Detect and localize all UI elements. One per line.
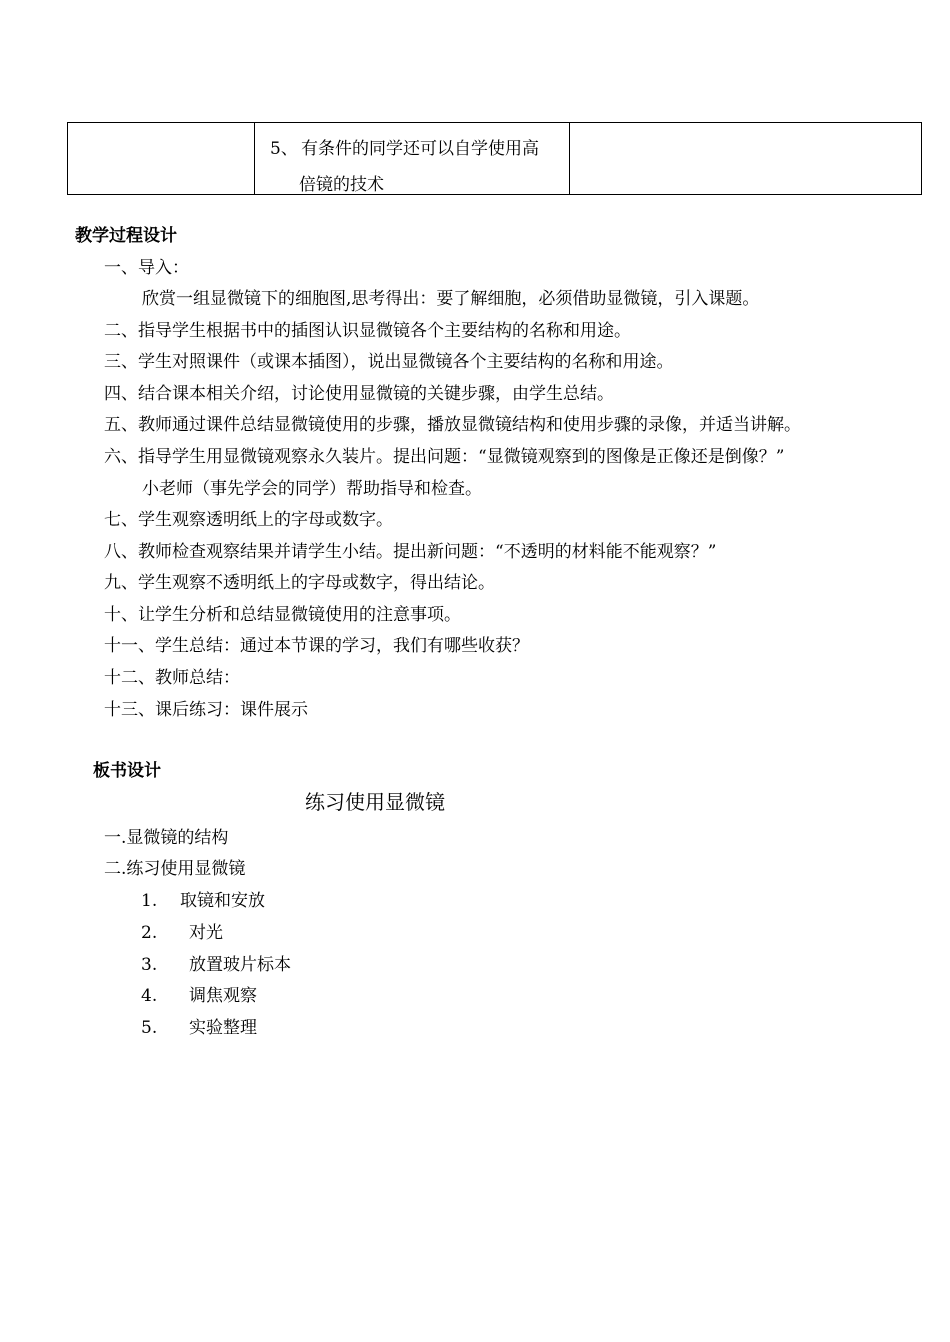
process-heading: 教学过程设计: [75, 226, 177, 246]
board-section: 一.显微镜的结构: [104, 828, 229, 848]
table-divider-2: [569, 123, 570, 194]
process-item: 一、导入：: [104, 258, 189, 278]
board-step-text: 对光: [189, 923, 223, 943]
process-item: 九、学生观察不透明纸上的字母或数字，得出结论。: [104, 573, 495, 593]
process-item: 五、教师通过课件总结显微镜使用的步骤，播放显微镜结构和使用步骤的录像，并适当讲解。: [104, 415, 801, 435]
board-step-text: 实验整理: [189, 1018, 257, 1038]
board-step-text: 调焦观察: [189, 986, 257, 1006]
process-item: 欣赏一组显微镜下的细胞图,思考得出：要了解细胞，必须借助显微镜，引入课题。: [142, 289, 760, 309]
board-heading: 板书设计: [93, 761, 161, 781]
process-item: 十、让学生分析和总结显微镜使用的注意事项。: [104, 605, 461, 625]
board-step-number: 3.: [141, 955, 158, 975]
table-divider-1: [254, 123, 255, 194]
board-step-text: 取镜和安放: [180, 891, 265, 911]
process-item: 八、教师检查观察结果并请学生小结。提出新问题：“不透明的材料能不能观察？”: [104, 542, 717, 562]
process-item: 小老师（事先学会的同学）帮助指导和检查。: [142, 479, 482, 499]
board-step-number: 4.: [141, 986, 158, 1006]
process-item: 二、指导学生根据书中的插图认识显微镜各个主要结构的名称和用途。: [104, 321, 631, 341]
board-step-text: 放置玻片标本: [189, 955, 291, 975]
board-title: 练习使用显微镜: [305, 790, 445, 814]
process-item: 十二、教师总结：: [104, 668, 240, 688]
process-item: 七、学生观察透明纸上的字母或数字。: [104, 510, 393, 530]
process-item: 四、结合课本相关介绍，讨论使用显微镜的关键步骤，由学生总结。: [104, 384, 614, 404]
table-row-text-line1: 有条件的同学还可以自学使用高: [301, 139, 539, 159]
process-item: 三、学生对照课件（或课本插图），说出显微镜各个主要结构的名称和用途。: [104, 352, 674, 372]
table-row-number: 5、: [270, 139, 298, 159]
process-item: 十三、课后练习：课件展示: [104, 700, 308, 720]
board-step-number: 1.: [141, 891, 158, 911]
process-item: 十一、学生总结：通过本节课的学习，我们有哪些收获？: [104, 636, 529, 656]
board-section: 二.练习使用显微镜: [104, 859, 246, 879]
table-row-text-line2: 倍镜的技术: [299, 175, 384, 195]
process-item: 六、指导学生用显微镜观察永久装片。提出问题：“显微镜观察到的图像是正像还是倒像？”: [104, 447, 785, 467]
board-step-number: 5.: [141, 1018, 158, 1038]
board-step-number: 2.: [141, 923, 158, 943]
